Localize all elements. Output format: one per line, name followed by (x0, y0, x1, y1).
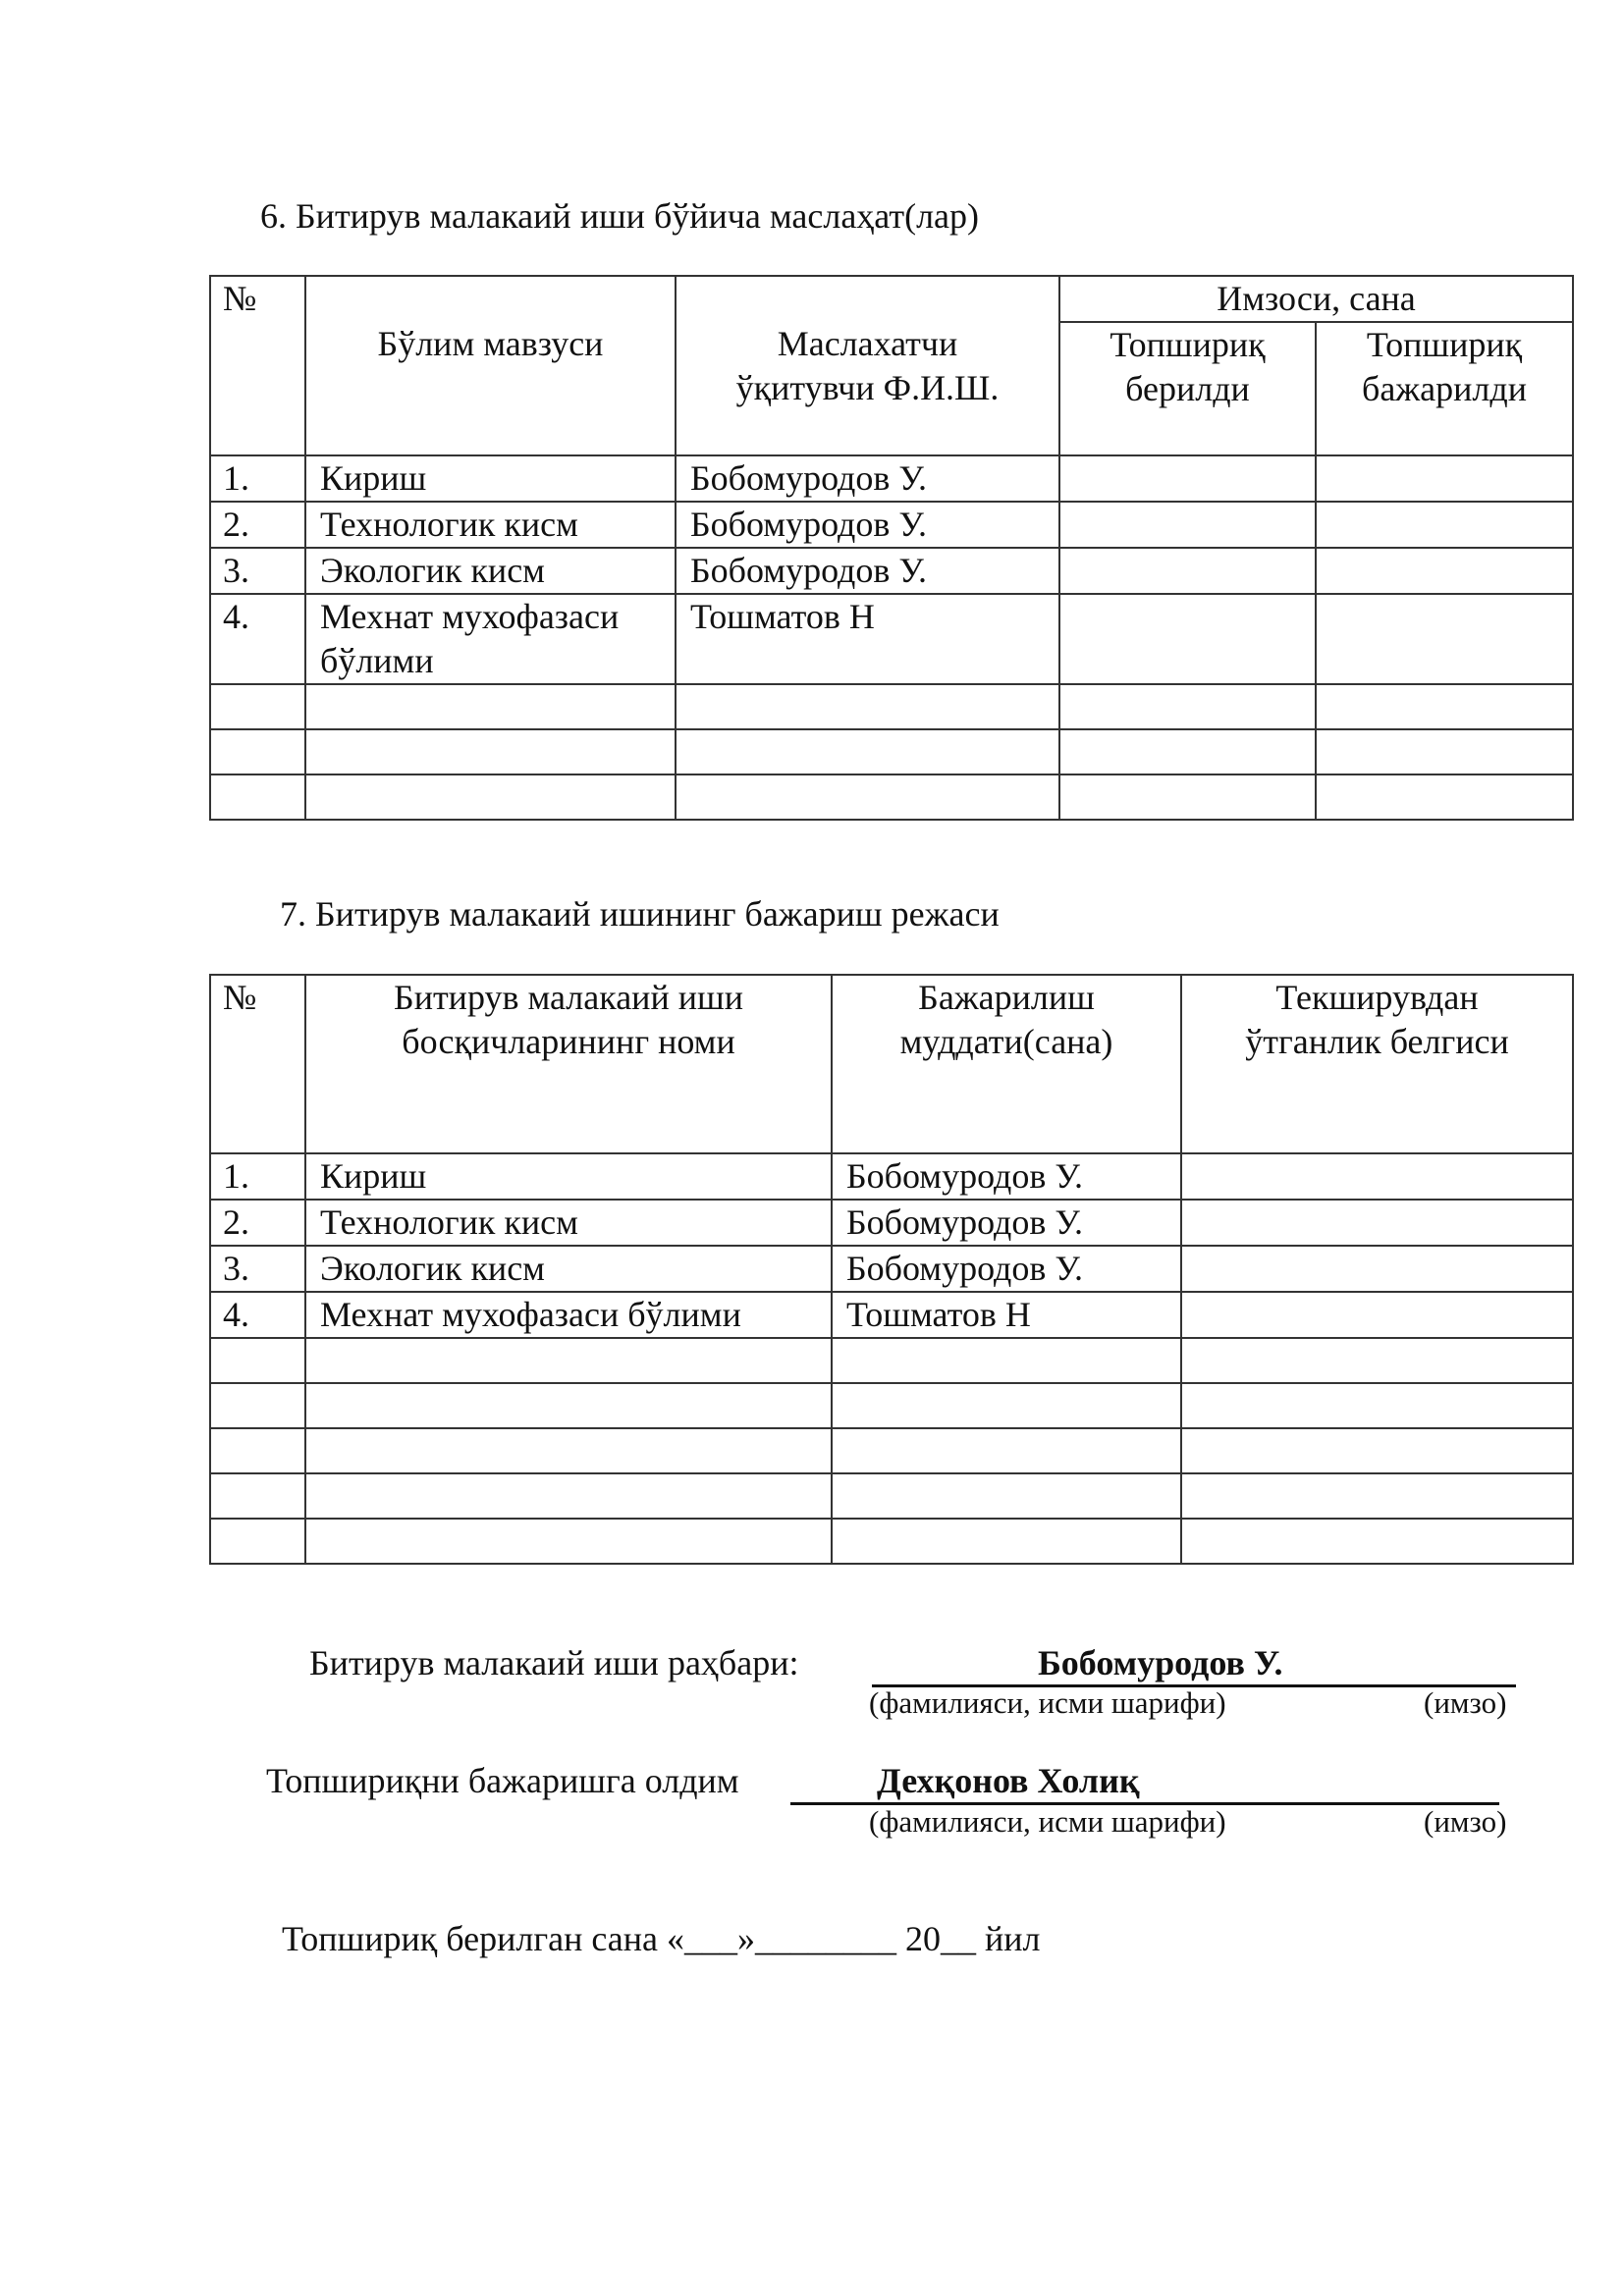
supervisor-sign-caption: (имзо) (1424, 1685, 1507, 1720)
empty-row (210, 1428, 1573, 1473)
row-num: 1. (210, 455, 305, 502)
row-stage: Мехнат мухофазаси бўлими (305, 1292, 832, 1338)
row-done-cell (1316, 594, 1573, 684)
table-row (210, 1246, 1573, 1292)
row-num: 3. (210, 1246, 305, 1292)
row-check-cell (1181, 1246, 1573, 1292)
header-consultant (676, 276, 1059, 455)
header-deadline-line1: Бажарилиш (918, 978, 1095, 1017)
header-check-mark (1181, 975, 1573, 1153)
task-date-line: Топшириқ берилган сана «___»________ 20__ йил (282, 1919, 1041, 1958)
table-row (210, 502, 1573, 548)
row-topic: Кириш (305, 455, 676, 502)
row-given-cell (1059, 502, 1316, 548)
consultations-table (209, 275, 1574, 821)
table-row (210, 548, 1573, 594)
row-stage: Кириш (305, 1153, 832, 1200)
row-num: 2. (210, 1200, 305, 1246)
row-topic: Экологик кисм (305, 548, 676, 594)
header-signature-date: Имзоси, сана (1059, 276, 1573, 322)
table-header-row (210, 276, 1573, 322)
row-stage: Технологик кисм (305, 1200, 832, 1246)
row-check-cell (1181, 1200, 1573, 1246)
row-num: 1. (210, 1153, 305, 1200)
empty-row (210, 1519, 1573, 1564)
header-task-done-line1: Топшириқ (1366, 325, 1523, 364)
empty-row (210, 1473, 1573, 1519)
table-row (210, 1200, 1573, 1246)
student-name-caption: (фамилияси, исми шарифи) (869, 1804, 1226, 1839)
supervisor-name-caption: (фамилияси, исми шарифи) (869, 1685, 1226, 1720)
empty-row (210, 1338, 1573, 1383)
table-row (210, 1292, 1573, 1338)
student-name: Дехқонов Холиқ (877, 1761, 1140, 1800)
section-6-title: 6. Битирув малакаий иши бўйича маслаҳат(лар) (260, 196, 980, 236)
supervisor-name: Бобомуродов У. (1038, 1643, 1283, 1682)
row-consultant: Бобомуродов У. (676, 502, 1059, 548)
row-consultant: Тошматов Н (676, 594, 1059, 684)
table-row (210, 455, 1573, 502)
row-num: 4. (210, 1292, 305, 1338)
empty-row (210, 684, 1573, 729)
table-row (210, 594, 1573, 684)
row-given-cell (1059, 594, 1316, 684)
empty-row (210, 774, 1573, 820)
row-num: 4. (210, 594, 305, 684)
accepted-label: Топшириқни бажаришга олдим (266, 1761, 739, 1800)
header-task-given-line1: Топшириқ (1110, 325, 1266, 364)
header-stage-line2: босқичларининг номи (402, 1022, 735, 1061)
row-deadline: Бобомуродов У. (832, 1153, 1181, 1200)
supervisor-label: Битирув малакаий иши раҳбари: (309, 1643, 799, 1682)
header-check-line2: ўтганлик белгиси (1245, 1022, 1509, 1061)
row-topic-line1: Мехнат мухофазаси (320, 597, 620, 636)
header-consultant-line1: Маслахатчи (777, 324, 958, 363)
header-consultant-line2: ўқитувчи Ф.И.Ш. (735, 368, 1000, 407)
row-check-cell (1181, 1292, 1573, 1338)
row-given-cell (1059, 548, 1316, 594)
header-deadline (832, 975, 1181, 1153)
header-num: № (210, 975, 305, 1153)
header-stage-name (305, 975, 832, 1153)
header-num: № (210, 276, 305, 455)
row-consultant: Бобомуродов У. (676, 548, 1059, 594)
header-task-given-line2: берилди (1125, 369, 1250, 408)
table-row (210, 1153, 1573, 1200)
row-done-cell (1316, 548, 1573, 594)
header-task-done-line2: бажарилди (1362, 369, 1527, 408)
row-deadline: Бобомуродов У. (832, 1246, 1181, 1292)
row-topic (305, 594, 676, 684)
row-stage: Экологик кисм (305, 1246, 832, 1292)
header-task-done (1316, 322, 1573, 455)
row-topic-line2: бўлими (320, 641, 434, 680)
table-header-row (210, 975, 1573, 1153)
header-stage-line1: Битирув малакаий иши (394, 978, 743, 1017)
work-plan-table (209, 974, 1574, 1565)
row-num: 3. (210, 548, 305, 594)
student-sign-caption: (имзо) (1424, 1804, 1507, 1839)
header-deadline-line2: муддати(сана) (899, 1022, 1113, 1061)
row-topic: Технологик кисм (305, 502, 676, 548)
empty-row (210, 729, 1573, 774)
section-7-title: 7. Битирув малакаий ишининг бажариш режаси (280, 894, 1000, 934)
header-check-line1: Текширувдан (1275, 978, 1479, 1017)
row-done-cell (1316, 502, 1573, 548)
row-num: 2. (210, 502, 305, 548)
row-deadline: Бобомуродов У. (832, 1200, 1181, 1246)
empty-row (210, 1383, 1573, 1428)
row-deadline: Тошматов Н (832, 1292, 1181, 1338)
row-done-cell (1316, 455, 1573, 502)
row-check-cell (1181, 1153, 1573, 1200)
row-consultant: Бобомуродов У. (676, 455, 1059, 502)
header-task-given (1059, 322, 1316, 455)
row-given-cell (1059, 455, 1316, 502)
header-topic: Бўлим мавзуси (305, 276, 676, 455)
